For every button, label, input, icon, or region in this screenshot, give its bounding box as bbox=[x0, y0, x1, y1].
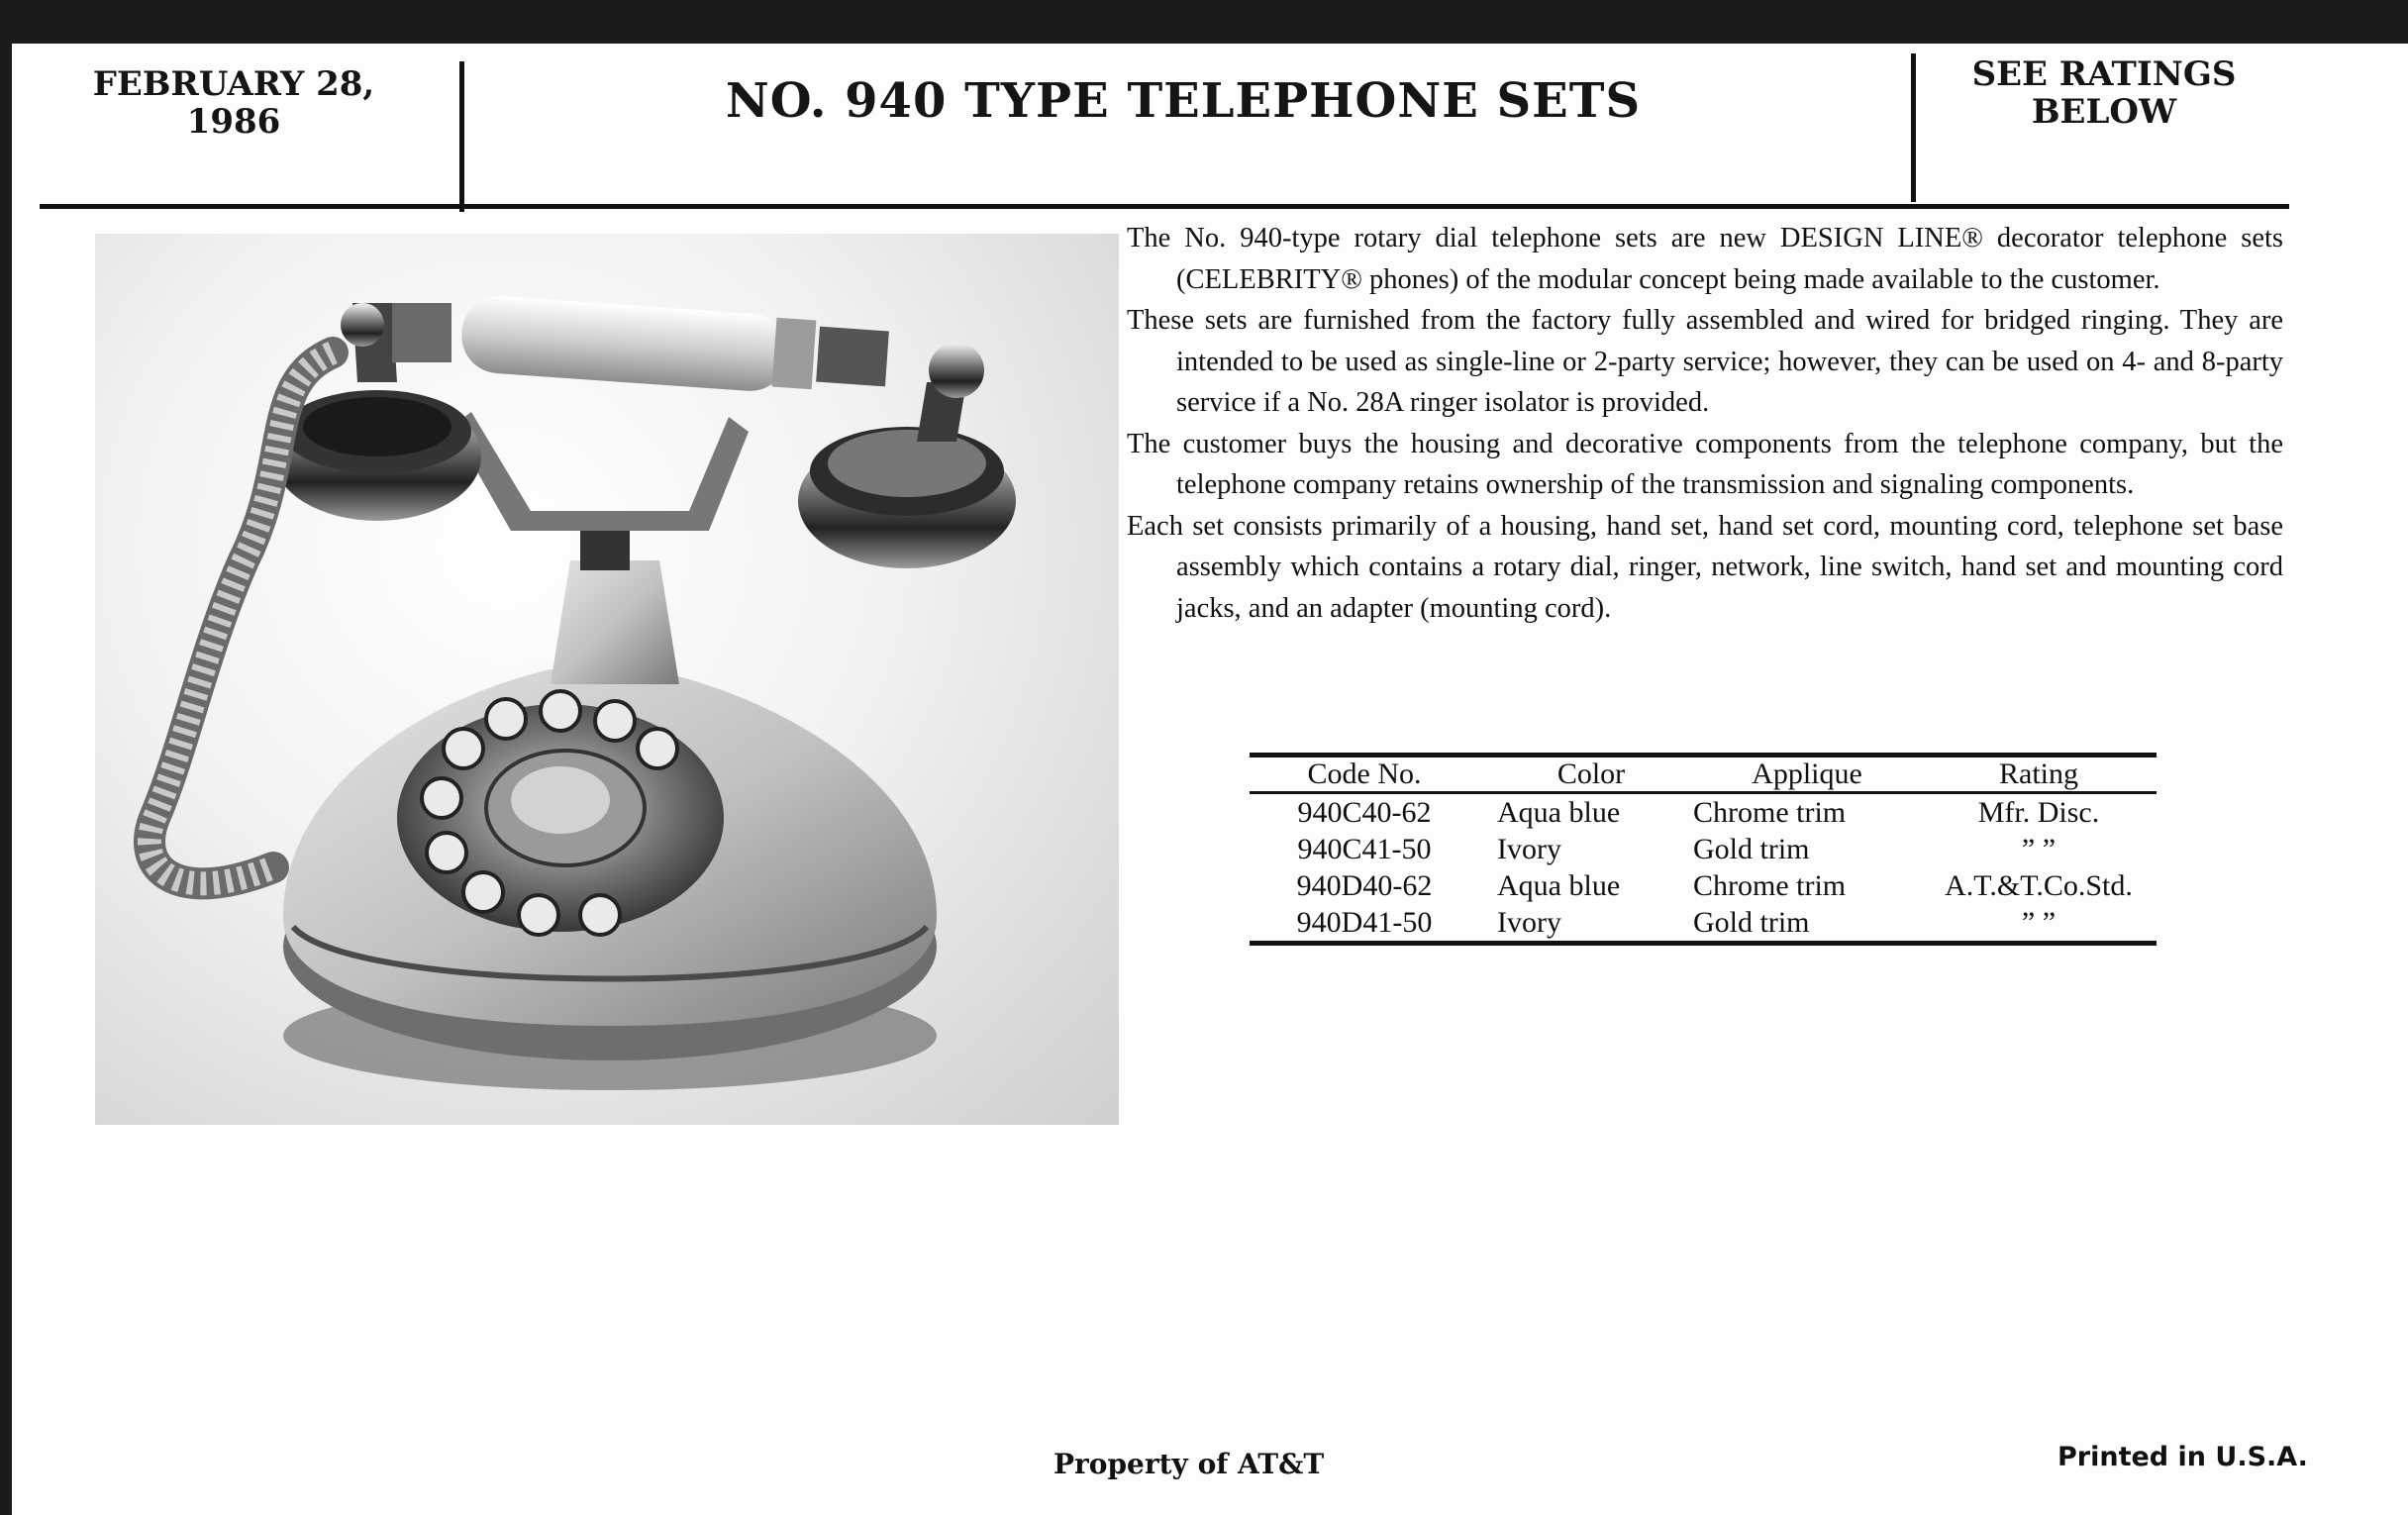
description-paragraph: Each set consists primarily of a housing, hand set, hand set cord, mounting cord, telephone set base assembly which contains a rotary dial, ringer, network, line switch, hand set and mounting cord jacks, and an adapter (mounting cord). bbox=[1127, 510, 2283, 624]
table-row bbox=[1250, 904, 2157, 944]
cell-code: 940D40-62 bbox=[1296, 869, 1433, 902]
table-row bbox=[1250, 793, 2157, 832]
telephone-photo bbox=[95, 234, 1119, 1125]
table-row bbox=[1250, 867, 2157, 904]
table-header-row bbox=[1250, 756, 2157, 793]
cell-rating: ” ” bbox=[2021, 906, 2057, 939]
footer-property: Property of AT&T bbox=[1054, 1448, 1325, 1480]
cell-code: 940D41-50 bbox=[1296, 906, 1433, 939]
header-divider-left bbox=[459, 61, 464, 212]
header-date-line1: FEBRUARY 28, bbox=[92, 64, 375, 104]
cell-applique: Gold trim bbox=[1693, 906, 1810, 939]
cell-color: Ivory bbox=[1497, 833, 1561, 865]
cell-applique: Chrome trim bbox=[1693, 869, 1847, 902]
header-ratings-line2: BELOW bbox=[2031, 92, 2177, 132]
header-date bbox=[46, 65, 422, 141]
description-paragraph: The No. 940-type rotary dial telephone sets are new DESIGN LINE® decorator telephone sets (CELEBRITY® phones) of the modular concept being made available to the customer. bbox=[1127, 223, 2283, 295]
header-ratings-note bbox=[1941, 55, 2267, 131]
description-paragraph: The customer buys the housing and decorative components from the telephone company, but the telephone company retains ownership of the transmission and signaling components. bbox=[1127, 428, 2283, 500]
description bbox=[1127, 218, 2283, 629]
cell-code: 940C40-62 bbox=[1297, 796, 1432, 829]
cell-applique: Chrome trim bbox=[1693, 796, 1847, 829]
ratings-table bbox=[1250, 753, 2157, 946]
header-rule bbox=[40, 204, 2289, 209]
header-date-line2: 1986 bbox=[186, 102, 281, 142]
header-divider-right bbox=[1911, 53, 1916, 202]
column-header-color: Color bbox=[1556, 758, 1626, 790]
description-paragraph: These sets are furnished from the factory fully assembled and wired for bridged ringing. They are intended to be used as single-line or 2-party service; however, they can be used on 4- and 8-party service if a No. 28A ringer isolator is provided. bbox=[1127, 305, 2283, 418]
column-header-rating: Rating bbox=[1999, 758, 2078, 790]
cell-code: 940C41-50 bbox=[1297, 833, 1432, 865]
ratings-table-grid bbox=[1250, 753, 2157, 946]
cell-applique: Gold trim bbox=[1693, 833, 1810, 865]
cell-color: Ivory bbox=[1497, 906, 1561, 939]
table-row bbox=[1250, 831, 2157, 867]
cell-color: Aqua blue bbox=[1497, 869, 1621, 902]
cell-rating: Mfr. Disc. bbox=[1977, 796, 2100, 829]
cell-rating: ” ” bbox=[2021, 833, 2057, 865]
telephone-illustration bbox=[95, 234, 1119, 1125]
column-header-code: Code No. bbox=[1307, 758, 1422, 790]
page-title: NO. 940 TYPE TELEPHONE SETS bbox=[725, 73, 1642, 129]
header-ratings-line1: SEE RATINGS bbox=[1971, 54, 2237, 94]
column-header-applique: Applique bbox=[1752, 758, 1862, 790]
handle bbox=[459, 294, 791, 394]
cell-color: Aqua blue bbox=[1497, 796, 1621, 829]
cell-rating: A.T.&T.Co.Std. bbox=[1945, 869, 2133, 902]
neck bbox=[551, 560, 679, 684]
footer-printed: Printed in U.S.A. bbox=[2057, 1442, 2308, 1472]
